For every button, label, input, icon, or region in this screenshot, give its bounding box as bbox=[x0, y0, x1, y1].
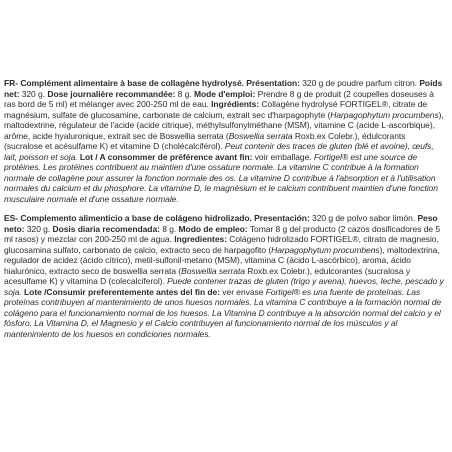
label-fr-bold-heading: Lot / A consommer de préférence avant fin: bbox=[79, 151, 253, 162]
label-fr-italic-note: Fortigel® est une source de protéines. Les protéines contribuent au maintien d'une ossature normale. La vitamine C contribue à la formation normale de collagène pour assurer la fonction normale des os. La vitamine D contribue à l'absorption et à l'utilisation normales du calcium et du phosphore. La vitamine D, le magnésium et le calcium contribuent maintien d'une fonction musculaire normale et d'une ossature normale. bbox=[4, 151, 438, 204]
label-fr-italic-note: Boswellia serrata bbox=[228, 130, 293, 141]
label-es-body-text: Tomar 8 g del producto (2 cazos dosificadores de 5 ml rasos) y mezclar con 200-250 ml de agua. bbox=[4, 223, 441, 244]
label-es-italic-note: Boswellia serrata bbox=[181, 265, 245, 276]
label-fr-body-text: 320 g. bbox=[19, 88, 48, 99]
label-fr-bold-heading: Ingrédients: bbox=[211, 99, 260, 109]
label-es-body-text: 8 g. bbox=[159, 223, 179, 234]
label-fr-body-text: 320 g de poudre parfum citron. bbox=[299, 78, 420, 88]
label-fr-body-text: Prendre 8 g de produit (2 coupelles doseuses à ras bord de 5 ml) et mélanger avec 200-250 ml de eau. bbox=[4, 88, 434, 109]
label-section-es bbox=[4, 213, 444, 339]
label-fr-body-text: Roxb.ex Colebr.), édulcorants (sucralose et acésulfame K) et vitamine D (cholécalciférol). bbox=[4, 130, 406, 151]
label-es-bold-heading: Peso neto: bbox=[4, 213, 438, 234]
label-es-italic-note: Puede contener trazas de gluten (trigo y avena), huevos, leche, pescado y soja. bbox=[4, 276, 444, 297]
label-es-bold-heading: Ingredientes: bbox=[174, 234, 227, 244]
label-es-bold-heading: ES- Complemento alimenticio a base de colágeno hidrolizado. Presentación: bbox=[4, 213, 310, 223]
label-es-bold-heading: Lote /Consumir preferentemente antes del fin de: bbox=[24, 286, 220, 297]
label-fr-body-text: voir emballage. bbox=[252, 151, 314, 162]
label-es-body-text: Roxb.ex Colebr.), edulcorantes (sucralosa y acesulfame K) y vitamina D (colecalciferol). bbox=[4, 265, 411, 286]
label-es-italic-note: Harpagophytum procumbens bbox=[271, 244, 380, 255]
label-es-bold-heading: Modo de empleo: bbox=[178, 223, 248, 234]
label-fr-body-text: 8 g. bbox=[175, 88, 194, 99]
label-fr-body-text: ), maltodextrine, régulateur de l'acide (acide citrique), méthylsulfonylméthane (MSM), vitamine C (acide L-ascorbique), arôme, acide hyaluronique, extrait sec de Boswellia serrata ( bbox=[4, 109, 444, 141]
label-es-body-text: 320 g. bbox=[24, 223, 53, 234]
label-fr-italic-note: Harpagophytum procumbens bbox=[330, 109, 439, 120]
label-fr-bold-heading: Poids net: bbox=[4, 78, 443, 99]
label-es-body-text: ver envase bbox=[220, 286, 266, 297]
label-es-body-text: ), maltodextrina, regulador de acidez (ácido cítrico), metil-sulfonil-metano (MSM), vitamina C (ácido L-ascórbico), aroma, ácido hialurónico, extracto seco de boswellia serrata ( bbox=[4, 244, 440, 276]
label-es-bold-heading: Dosis diaria recomendada: bbox=[52, 223, 160, 234]
label-fr-italic-note: Peut contenir des traces de gluten (blé et avoine), œufs, lait, poisson et soja. bbox=[4, 141, 434, 162]
label-fr-bold-heading: Mode d'emploi: bbox=[193, 88, 256, 99]
label-es-italic-note: Fortigel® es una fuente de proteínas. Las proteínas contribuyen al mantenimiento de unos huesos normales. La vitamina C contribuye a la formación normal de colágeno para el funcionamiento normal de los huesos. La Vitamina D contribuye a la absorción normal del calcio y el fósforo. La Vitamina D, el Magnesio y el Calcio contribuyen al funcionamiento normal de los músculos y al mantenimiento de los huesos en condiciones normales. bbox=[4, 286, 442, 339]
label-section-fr bbox=[4, 78, 444, 204]
label-es-body-text: Colágeno hidrolizado FORTIGEL®, citrato de magnesio, glucosamina sulfato, carbonato de calcio, extracto seco de harpagofito ( bbox=[4, 234, 439, 255]
label-fr-bold-heading: FR- Complément alimentaire à base de collagène hydrolysé. Présentation: bbox=[4, 78, 300, 88]
label-fr-bold-heading: Dose journalière recommandée: bbox=[47, 88, 176, 99]
label-es-body-text: 320 g de polvo sabor limón. bbox=[309, 213, 418, 223]
label-fr-body-text: Collagène hydrolysé FORTIGEL®, citrate de magnésium, sulfate de glucosamine, carbonate de calcium, extrait sec d'harpagophyte ( bbox=[4, 99, 428, 120]
